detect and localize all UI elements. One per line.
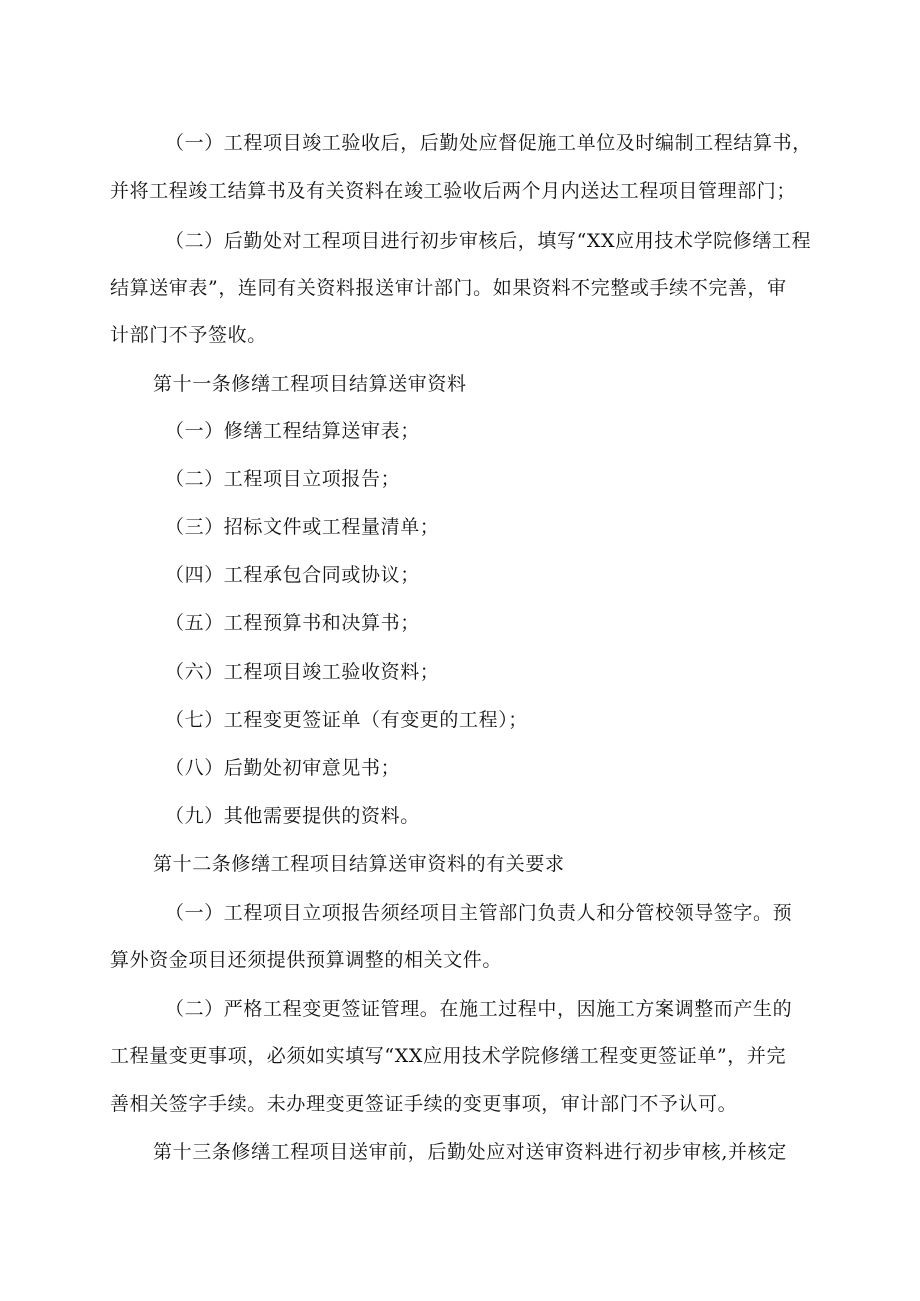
article-heading: 第十二条修缮工程项目结算送审资料的有关要求 bbox=[153, 853, 565, 875]
paragraph-line: 并将工程竣工结算书及有关资料在竣工验收后两个月内送达工程项目管理部门； bbox=[110, 180, 797, 202]
article-heading: 第十一条修缮工程项目结算送审资料 bbox=[153, 373, 467, 395]
list-item: （九）其他需要提供的资料。 bbox=[165, 805, 420, 827]
paragraph-line: （二）后勤处对工程项目进行初步审核后，填写“XX应用技术学院修缮工程 bbox=[165, 230, 812, 252]
list-item: （八）后勤处初审意见书； bbox=[165, 757, 401, 779]
paragraph-line: 计部门不予签收。 bbox=[110, 324, 267, 346]
list-item: （二）工程项目立项报告； bbox=[165, 468, 401, 490]
list-item: （六）工程项目竣工验收资料； bbox=[165, 661, 440, 683]
paragraph-line: 工程量变更事项，必须如实填写“XX应用技术学院修缮工程变更签证单”，并完 bbox=[110, 1045, 787, 1067]
list-item: （三）招标文件或工程量清单； bbox=[165, 516, 440, 538]
paragraph-line: 算外资金项目还须提供预算调整的相关文件。 bbox=[110, 949, 503, 971]
paragraph-line: （一）工程项目立项报告须经项目主管部门负责人和分管校领导签字。预 bbox=[165, 902, 793, 924]
paragraph-line: 结算送审表”，连同有关资料报送审计部门。如果资料不完整或手续不完善，审 bbox=[110, 277, 787, 299]
paragraph-line: 第十三条修缮工程项目送审前，后勤处应对送审资料进行初步审核,并核定 bbox=[153, 1141, 787, 1163]
paragraph-line: （一）工程项目竣工验收后，后勤处应督促施工单位及时编制工程结算书， bbox=[165, 132, 812, 154]
paragraph-line: 善相关签字手续。未办理变更签证手续的变更事项，审计部门不予认可。 bbox=[110, 1093, 738, 1115]
list-item: （一）修缮工程结算送审表； bbox=[165, 420, 420, 442]
list-item: （四）工程承包合同或协议； bbox=[165, 564, 420, 586]
list-item: （五）工程预算书和决算书； bbox=[165, 612, 420, 634]
list-item: （七）工程变更签证单（有变更的工程）； bbox=[165, 709, 528, 731]
paragraph-line: （二）严格工程变更签证管理。在施工过程中，因施工方案调整而产生的 bbox=[165, 998, 793, 1020]
